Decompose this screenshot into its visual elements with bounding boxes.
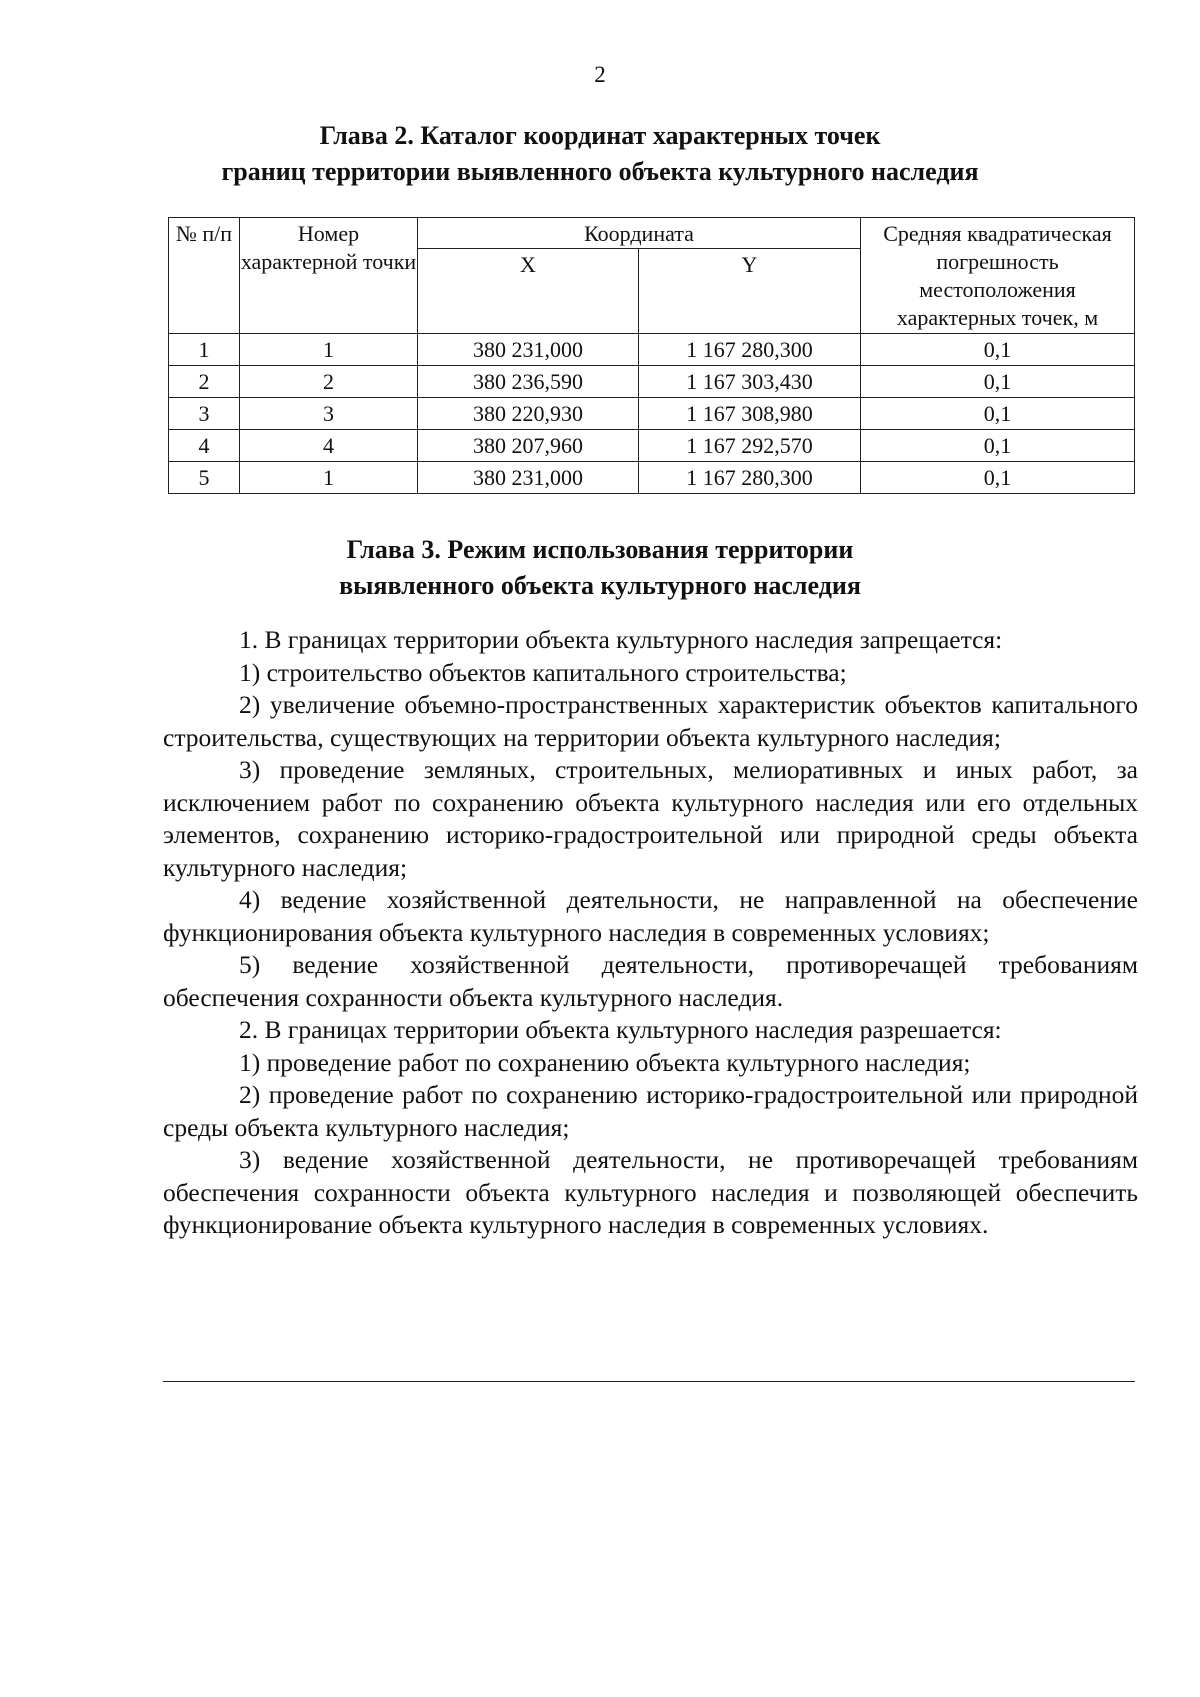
cell-number: 3 bbox=[169, 398, 240, 430]
cell-number: 2 bbox=[169, 366, 240, 398]
table-row bbox=[169, 334, 1135, 366]
coordinates-table bbox=[168, 217, 1135, 494]
header-coordinate: Координата bbox=[418, 218, 861, 249]
table-row bbox=[169, 430, 1135, 462]
chapter-3-title-line-1: Глава 3. Режим использования территории bbox=[346, 535, 854, 564]
cell-x: 380 220,930 bbox=[418, 398, 639, 430]
paragraph: 2. В границах территории объекта культурного наследия разрешается: bbox=[239, 1015, 1002, 1044]
table-row bbox=[169, 462, 1135, 494]
paragraph: 2) проведение работ по сохранению историко-градостроительной или природной среды объекта культурного наследия; bbox=[163, 1080, 1138, 1142]
cell-x: 380 236,590 bbox=[418, 366, 639, 398]
header-point-number: Номер характерной точки bbox=[240, 218, 418, 334]
paragraph: 1. В границах территории объекта культурного наследия запрещается: bbox=[239, 625, 1003, 654]
page-number: 2 bbox=[594, 62, 606, 87]
paragraph: 2) увеличение объемно-пространственных характеристик объектов капитального строительства, существующих на территории объекта культурного наследия; bbox=[163, 690, 1138, 752]
chapter-2-title-line-2: границ территории выявленного объекта культурного наследия bbox=[221, 157, 979, 186]
cell-y: 1 167 303,430 bbox=[639, 366, 861, 398]
cell-y: 1 167 308,980 bbox=[639, 398, 861, 430]
paragraph: 5) ведение хозяйственной деятельности, противоречащей требованиям обеспечения сохранности объекта культурного наследия. bbox=[163, 950, 1138, 1012]
cell-number: 4 bbox=[169, 430, 240, 462]
cell-point: 2 bbox=[240, 366, 418, 398]
chapter-3-title-line-2: выявленного объекта культурного наследия bbox=[339, 571, 861, 600]
table-row bbox=[169, 366, 1135, 398]
cell-number: 1 bbox=[169, 334, 240, 366]
cell-point: 1 bbox=[240, 334, 418, 366]
table-row bbox=[169, 398, 1135, 430]
cell-point: 4 bbox=[240, 430, 418, 462]
body-text bbox=[163, 624, 1138, 1242]
cell-x: 380 207,960 bbox=[418, 430, 639, 462]
header-y: Y bbox=[639, 249, 861, 334]
cell-y: 1 167 280,300 bbox=[639, 334, 861, 366]
paragraph: 3) проведение земляных, строительных, мелиоративных и иных работ, за исключением работ по сохранению объекта культурного наследия или его отдельных элементов, сохранению историко-градостроительной или природной среды объекта культурного наследия; bbox=[163, 755, 1138, 882]
header-number: № п/п bbox=[169, 218, 240, 334]
paragraph: 1) проведение работ по сохранению объекта культурного наследия; bbox=[239, 1047, 971, 1077]
cell-error: 0,1 bbox=[861, 398, 1135, 430]
cell-x: 380 231,000 bbox=[418, 334, 639, 366]
header-x: X bbox=[418, 249, 639, 334]
cell-error: 0,1 bbox=[861, 462, 1135, 494]
cell-point: 1 bbox=[240, 462, 418, 494]
cell-y: 1 167 292,570 bbox=[639, 430, 861, 462]
cell-error: 0,1 bbox=[861, 334, 1135, 366]
header-mean-square-error: Средняя квадратическая погрешность местоположения характерных точек, м bbox=[861, 218, 1135, 334]
cell-number: 5 bbox=[169, 462, 240, 494]
cell-error: 0,1 bbox=[861, 430, 1135, 462]
chapter-2-title-line-1: Глава 2. Каталог координат характерных точек bbox=[319, 121, 881, 150]
cell-point: 3 bbox=[240, 398, 418, 430]
cell-y: 1 167 280,300 bbox=[639, 462, 861, 494]
bottom-rule bbox=[163, 1381, 1135, 1382]
chapter-2-heading bbox=[0, 118, 1200, 190]
cell-x: 380 231,000 bbox=[418, 462, 639, 494]
cell-error: 0,1 bbox=[861, 366, 1135, 398]
paragraph: 1) строительство объектов капитального строительства; bbox=[239, 657, 847, 687]
paragraph: 3) ведение хозяйственной деятельности, не противоречащей требованиям обеспечения сохранности объекта культурного наследия и позволяющей обеспечить функционирование объекта культурного наследия в современных условиях. bbox=[163, 1145, 1138, 1239]
chapter-3-heading bbox=[0, 532, 1200, 604]
paragraph: 4) ведение хозяйственной деятельности, не направленной на обеспечение функционирования объекта культурного наследия в современных условиях; bbox=[163, 885, 1138, 947]
